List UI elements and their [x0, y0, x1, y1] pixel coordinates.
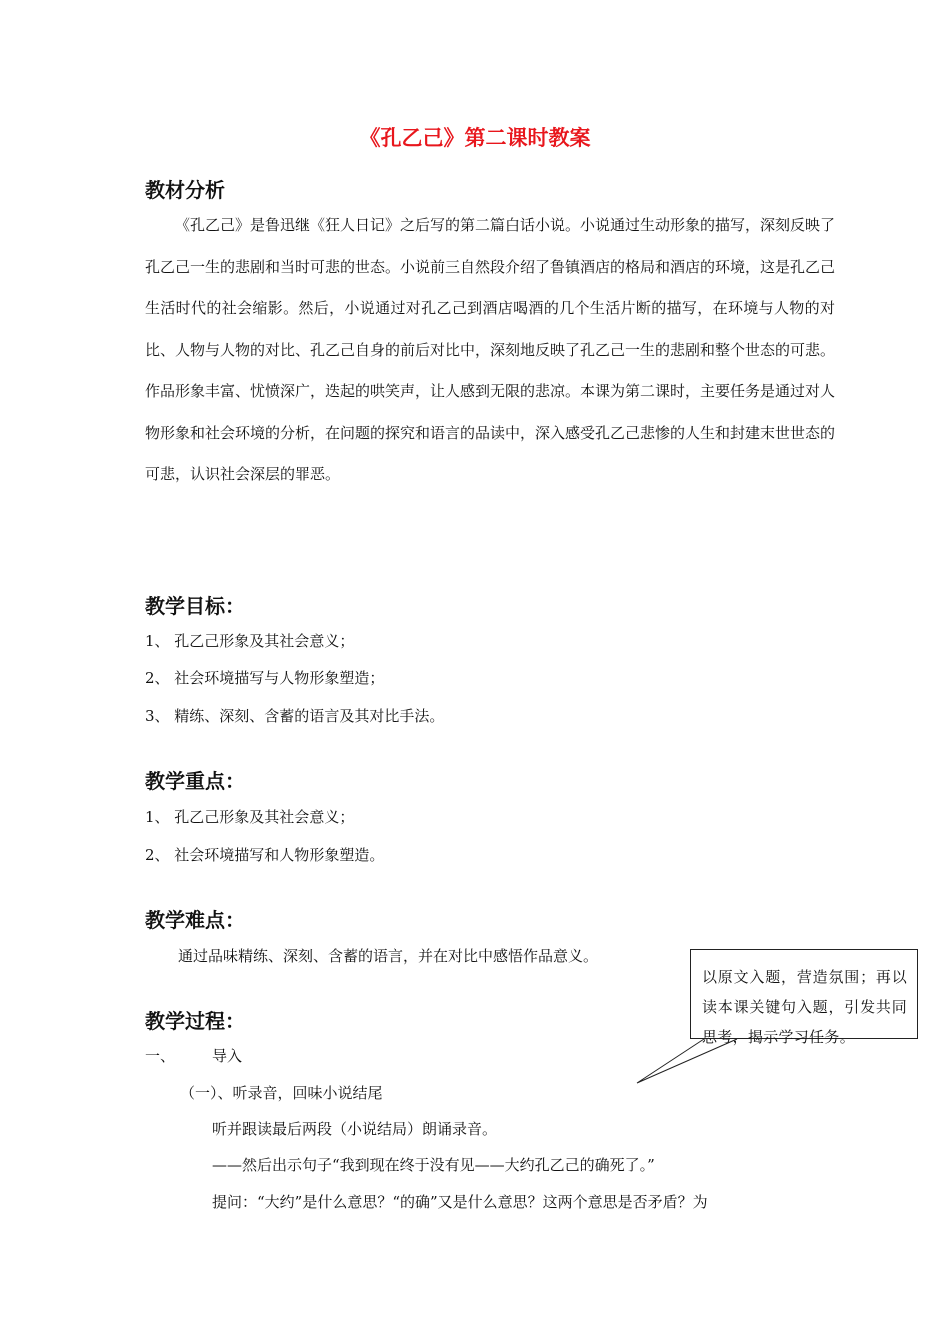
- objective-item: 2、 社会环境描写与人物形象塑造；: [145, 669, 385, 687]
- heading-textbook-analysis: 教材分析: [145, 178, 225, 202]
- key-point-item: 1、 孔乙己形象及其社会意义；: [145, 808, 355, 826]
- heading-process: 教学过程：: [145, 1009, 245, 1033]
- process-line: 提问：“大约”是什么意思？“的确”又是什么意思？这两个意思是否矛盾？为: [212, 1193, 708, 1211]
- step-label: 导入: [212, 1047, 243, 1065]
- heading-objectives: 教学目标：: [145, 594, 245, 618]
- key-point-item: 2、 社会环境描写和人物形象塑造。: [145, 846, 385, 864]
- textbook-analysis-paragraph: 《孔乙己》是鲁迅继《狂人日记》之后写的第二篇白话小说。小说通过生动形象的描写，深刻反映了孔乙己一生的悲剧和当时可悲的世态。小说前三自然段介绍了鲁镇酒店的格局和酒店的环境，这是孔乙己生活时代的社会缩影。然后，小说通过对孔乙己到酒店喝酒的几个生活片断的描写，在环境与人物的对比、人物与人物的对比、孔乙己自身的前后对比中，深刻地反映了孔乙己一生的悲剧和整个世态的可悲。作品形象丰富、忧愤深广，迭起的哄笑声，让人感到无限的悲凉。本课为第二课时，主要任务是通过对人物形象和社会环境的分析，在问题的探究和语言的品读中，深入感受孔乙己悲惨的人生和封建末世世态的可悲，认识社会深层的罪恶。: [145, 216, 836, 483]
- process-line: 听并跟读最后两段（小说结局）朗诵录音。: [212, 1120, 498, 1138]
- heading-difficulties: 教学难点：: [145, 908, 245, 932]
- process-line: ——然后出示句子“我到现在终于没有见——大约孔乙己的确死了。”: [212, 1156, 655, 1174]
- difficulties-text: 通过品味精练、深刻、含蓄的语言，并在对比中感悟作品意义。: [178, 947, 599, 965]
- comment-callout: 以原文入题，营造氛围；再以读本课关键句入题，引发共同思考，揭示学习任务。: [690, 949, 918, 1039]
- substep-heading: （一）、听录音，回味小说结尾: [180, 1084, 383, 1102]
- heading-key-points: 教学重点：: [145, 769, 245, 793]
- objective-item: 1、 孔乙己形象及其社会意义；: [145, 632, 355, 650]
- step-number: 一、: [145, 1047, 176, 1065]
- objective-item: 3、 精练、深刻、含蓄的语言及其对比手法。: [145, 707, 445, 725]
- page-title: 《孔乙己》第二课时教案: [359, 126, 591, 150]
